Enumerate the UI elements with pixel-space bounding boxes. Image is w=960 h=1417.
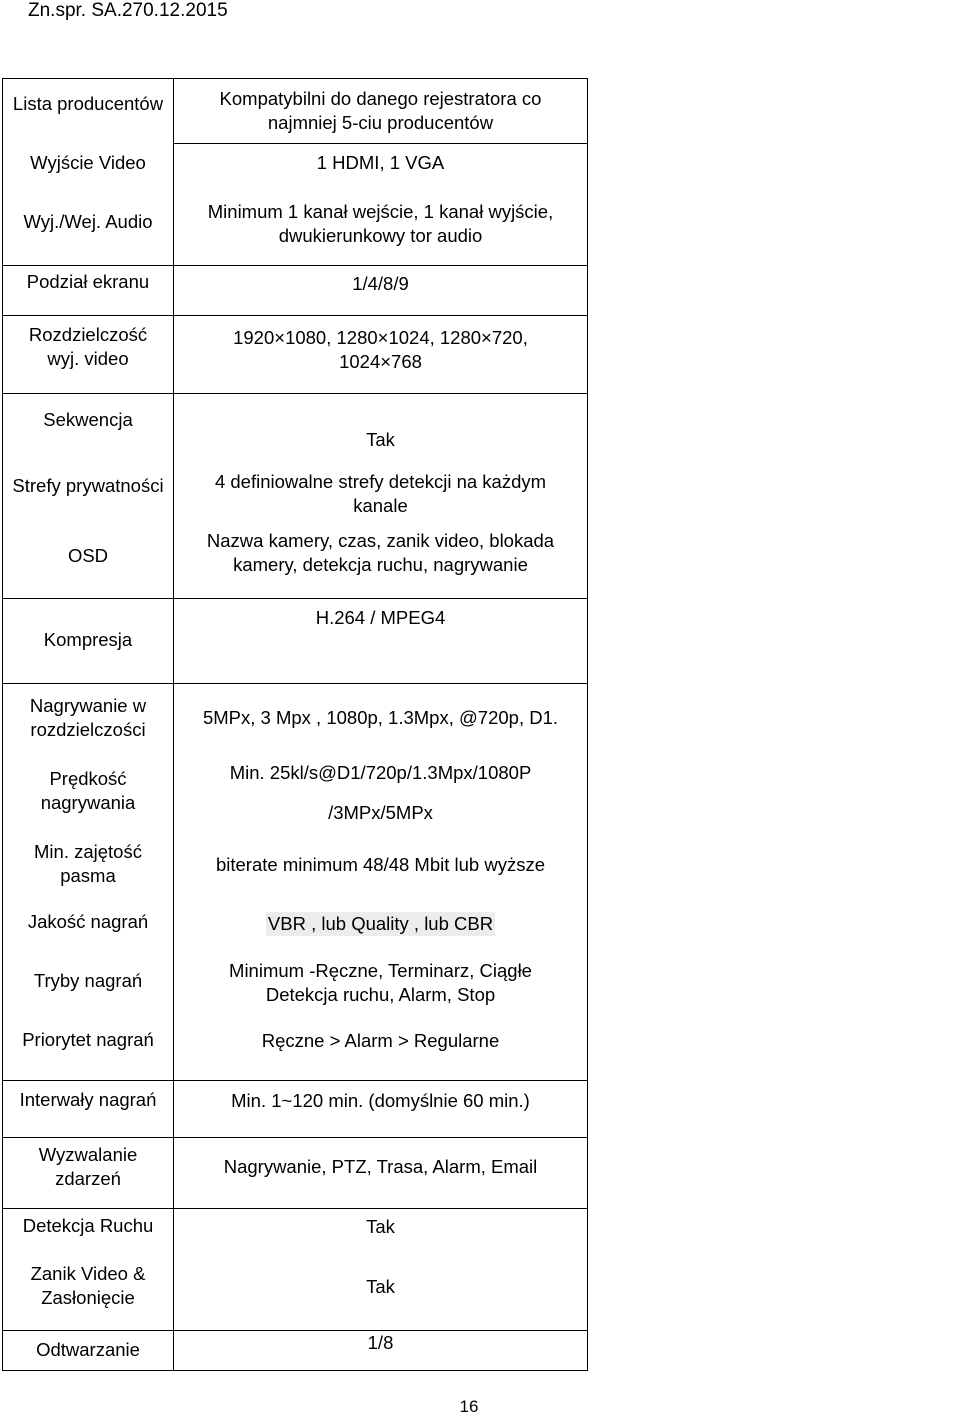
row-value: Minimum 1 kanał wejście, 1 kanał wyjście, dwukierunkowy tor audio (207, 201, 554, 246)
row-value: 1/4/8/9 (352, 273, 409, 294)
row-value: Kompatybilni do danego rejestratora co najmniej 5-ciu producentów (219, 88, 542, 133)
document-reference: Zn.spr. SA.270.12.2015 (28, 0, 228, 21)
row-label: Jakość nagrań (27, 911, 149, 932)
row-label: Min. zajętość pasma (34, 841, 142, 886)
row-label: Sekwencja (43, 409, 133, 430)
row-label: Prędkość nagrywania (40, 768, 136, 813)
row-label: Odtwarzanie (36, 1339, 140, 1360)
row-label: OSD (67, 545, 109, 566)
row-label: Wyjście Video (30, 152, 146, 173)
row-value: 5MPx, 3 Mpx , 1080p, 1.3Mpx, @720p, D1. (202, 707, 559, 728)
row-value-continued: /3MPx/5MPx (328, 802, 433, 823)
row-label: Detekcja Ruchu (22, 1215, 154, 1236)
row-value: 1 HDMI, 1 VGA (316, 152, 445, 173)
row-value: 4 definiowalne strefy detekcji na każdym kanale (214, 471, 547, 516)
row-label: Strefy prywatności (12, 475, 164, 496)
quality-mode-highlight: VBR , lub Quality , lub CBR (267, 913, 494, 934)
row-value: Ręczne > Alarm > Regularne (261, 1030, 500, 1051)
row-label: Lista producentów (12, 93, 164, 114)
row-value: Min. 1~120 min. (domyślnie 60 min.) (231, 1090, 530, 1111)
row-label: Rozdzielczość wyj. video (28, 324, 148, 369)
row-label: Interwały nagrań (19, 1089, 157, 1110)
row-label: Wyzwalanie zdarzeń (38, 1144, 138, 1189)
row-label: Priorytet nagrań (22, 1029, 154, 1050)
row-value: 1920×1080, 1280×1024, 1280×720, 1024×768 (233, 327, 528, 372)
row-label: Zanik Video & Zasłonięcie (30, 1263, 146, 1308)
row-value: biterate minimum 48/48 Mbit lub wyższe (215, 854, 546, 875)
page-number: 16 (459, 1397, 479, 1416)
row-label: Kompresja (43, 629, 133, 650)
row-value: Nagrywanie, PTZ, Trasa, Alarm, Email (223, 1156, 538, 1177)
row-label: Nagrywanie w rozdzielczości (29, 695, 147, 740)
row-value: Tak (366, 429, 395, 450)
row-value: H.264 / MPEG4 (315, 607, 446, 628)
row-value: Minimum -Ręczne, Terminarz, Ciągłe Detekcja ruchu, Alarm, Stop (229, 960, 532, 1005)
row-label: Wyj./Wej. Audio (23, 211, 153, 232)
row-value: 1/8 (367, 1332, 394, 1353)
row-label: Podział ekranu (26, 271, 150, 292)
row-value: Tak (366, 1216, 395, 1237)
row-value: Min. 25kl/s@D1/720p/1.3Mpx/1080P (229, 762, 532, 783)
row-value: Tak (366, 1276, 395, 1297)
row-value (174, 908, 587, 940)
row-value: Nazwa kamery, czas, zanik video, blokada kamery, detekcja ruchu, nagrywanie (206, 530, 555, 575)
row-label: Tryby nagrań (33, 970, 143, 991)
